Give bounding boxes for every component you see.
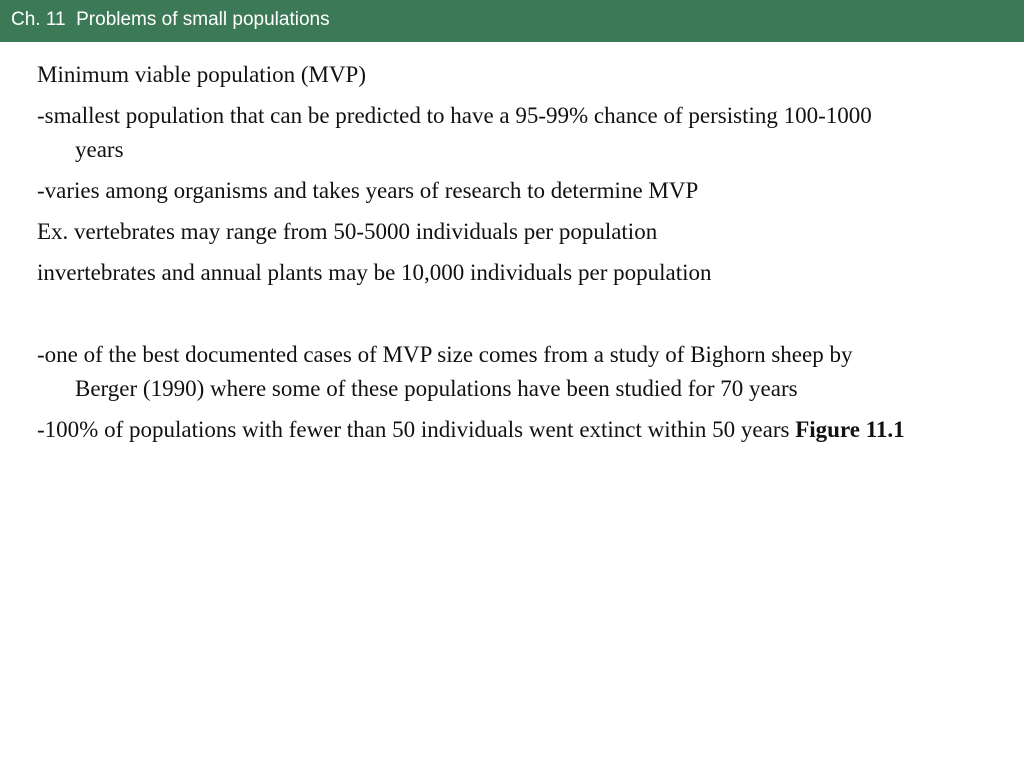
slide-title: Ch. 11 Problems of small populations <box>11 9 330 30</box>
title-bar <box>0 0 1024 42</box>
figure-reference: Figure 11.1 <box>795 417 905 442</box>
extinction-finding-text: -100% of populations with fewer than 50 individuals went extinct within 50 years <box>37 417 796 442</box>
paragraph-bighorn-study: -one of the best documented cases of MVP size comes from a study of Bighorn sheep by Berger (1990) where some of these populations have been studied for 70 years <box>37 342 853 401</box>
paragraph-invertebrates-example: invertebrates and annual plants may be 10,000 individuals per population <box>37 260 712 285</box>
paragraph-mvp-heading: Minimum viable population (MVP) <box>37 62 367 87</box>
paragraph-spacer <box>37 297 907 338</box>
paragraph-mvp-definition: -smallest population that can be predicted to have a 95-99% chance of persisting 100-1000 years <box>37 103 872 162</box>
slide-content <box>37 58 907 454</box>
paragraph-mvp-variation: -varies among organisms and takes years of research to determine MVP <box>37 178 699 203</box>
paragraph-vertebrates-example: Ex. vertebrates may range from 50-5000 individuals per population <box>37 219 658 244</box>
paragraph-extinction-finding <box>37 413 907 447</box>
